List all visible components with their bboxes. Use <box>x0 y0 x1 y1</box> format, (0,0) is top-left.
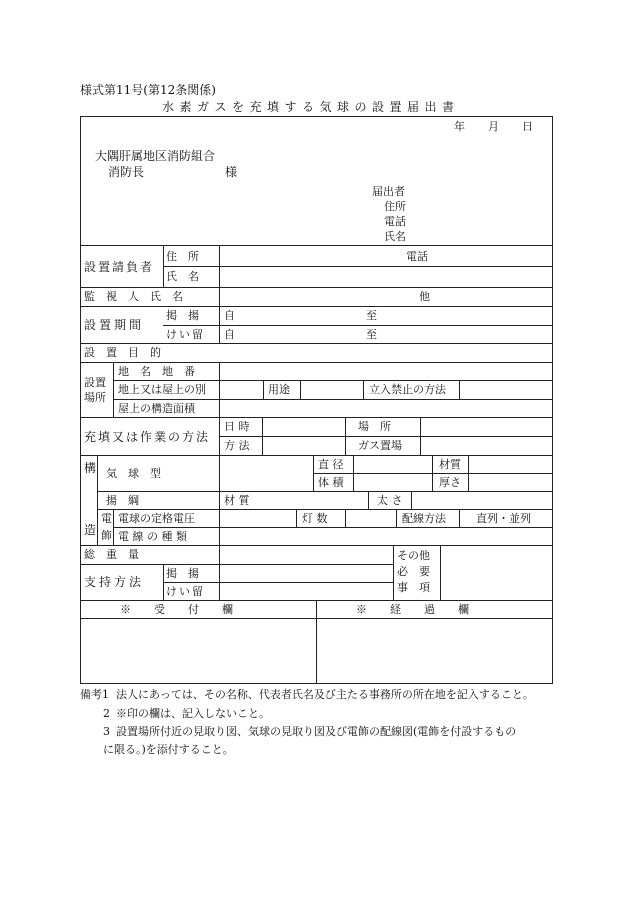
datetime-label: 日 時 <box>224 420 250 433</box>
date-day-label: 日 <box>522 120 533 133</box>
other-label-1: その他 <box>397 549 430 562</box>
contractor-label: 設置請負者 <box>84 260 155 274</box>
addressee-suffix: 様 <box>225 165 238 179</box>
wiring-value: 直列・並列 <box>476 512 531 525</box>
structure-label-1: 構 <box>84 461 97 475</box>
period-mooring-label: けい留 <box>166 328 205 341</box>
other-label-3: 事 項 <box>397 581 430 594</box>
form-number: 様式第11号(第12条関係) <box>80 83 216 97</box>
structure-label-2: 造 <box>84 523 97 537</box>
period-mooring-to: 至 <box>366 328 377 341</box>
lot-label: 地 名 地 番 <box>118 365 195 378</box>
lamps-label: 灯 数 <box>302 512 328 525</box>
notifier-label: 届出者 <box>372 185 405 198</box>
tether-thickness-label: 太 さ <box>377 494 403 507</box>
location-label-2: 場所 <box>84 391 106 404</box>
ground-roof-label: 地上又は屋上の別 <box>118 383 206 396</box>
contractor-name-label: 氏 名 <box>166 270 199 283</box>
note-3-line-1: 設置場所付近の見取り図、気球の見取り図及び電飾の配線図(電飾を付設するもの <box>116 725 517 738</box>
support-label: 支持方法 <box>84 575 145 589</box>
notifier-address-label: 住所 <box>384 200 406 213</box>
notifier-phone-label: 電話 <box>384 215 406 228</box>
purpose-label: 設 置 目 的 <box>84 346 161 359</box>
gas-storage-label: ガス置場 <box>358 439 402 452</box>
support-raise-label: 掲 揚 <box>166 567 199 580</box>
note-1: 法人にあっては、その名称、代表者氏名及び主たる事務所の所在地を記入すること。 <box>116 688 534 701</box>
fill-method-label: 充填又は作業の方法 <box>84 430 211 444</box>
rated-voltage-label: 電球の定格電圧 <box>118 512 195 525</box>
period-label: 設置期間 <box>84 318 145 332</box>
contractor-address-label: 住 所 <box>166 250 199 263</box>
period-raising-label: 掲 揚 <box>166 309 199 322</box>
method-label: 方 法 <box>224 439 250 452</box>
form-title: 水素ガスを充填する気球の設置届出書 <box>162 100 460 114</box>
diameter-label: 直 径 <box>318 458 344 471</box>
period-raising-from: 自 <box>224 309 235 322</box>
other-label-2: 必 要 <box>397 565 430 578</box>
date-year-label: 年 <box>454 120 465 133</box>
receipt-header: ※ 受 付 欄 <box>120 603 239 616</box>
usage-label: 用途 <box>268 383 290 396</box>
no-entry-label: 立入禁止の方法 <box>369 383 446 396</box>
location-label-1: 設置 <box>84 376 106 389</box>
wire-type-label: 電 線 の 種 類 <box>118 530 187 543</box>
decoration-label-1: 電 <box>101 512 112 525</box>
contractor-phone-label: 電話 <box>406 250 428 263</box>
note-3-number: 3 <box>103 725 110 738</box>
note-2-number: 2 <box>103 707 110 720</box>
period-raising-to: 至 <box>366 309 377 322</box>
wiring-label: 配線方法 <box>402 512 446 525</box>
addressee-org: 大隅肝属地区消防組合 <box>95 149 216 163</box>
roof-structure-label: 屋上の構造面積 <box>118 402 195 415</box>
note-2: ※印の欄は、記入しないこと。 <box>116 707 270 720</box>
tether-material-label: 材 質 <box>224 494 250 507</box>
volume-label: 体 積 <box>318 476 344 489</box>
supervisor-other-label: 他 <box>419 290 430 303</box>
total-weight-label: 総 重 量 <box>84 548 139 561</box>
receipt-field[interactable] <box>81 619 316 683</box>
thickness-label: 厚さ <box>439 476 461 489</box>
supervisor-label: 監 視 人 氏 名 <box>84 290 183 303</box>
notifier-name-label: 氏名 <box>384 230 406 243</box>
support-moor-label: けい留 <box>166 585 205 598</box>
balloon-type-label: 気 球 型 <box>106 467 161 480</box>
progress-field[interactable] <box>317 619 552 683</box>
progress-header: ※ 経 過 欄 <box>356 603 475 616</box>
date-month-label: 月 <box>488 120 499 133</box>
note-3-line-2: に限る。)を添付すること。 <box>103 743 234 756</box>
addressee-title: 消防長 <box>108 165 145 179</box>
material-label: 材質 <box>439 458 461 471</box>
tether-label: 揚 綱 <box>106 494 139 507</box>
decoration-label-2: 飾 <box>101 529 112 542</box>
period-mooring-from: 自 <box>224 328 235 341</box>
notes-label: 備考1 <box>80 688 109 701</box>
place-label: 場 所 <box>358 420 391 433</box>
